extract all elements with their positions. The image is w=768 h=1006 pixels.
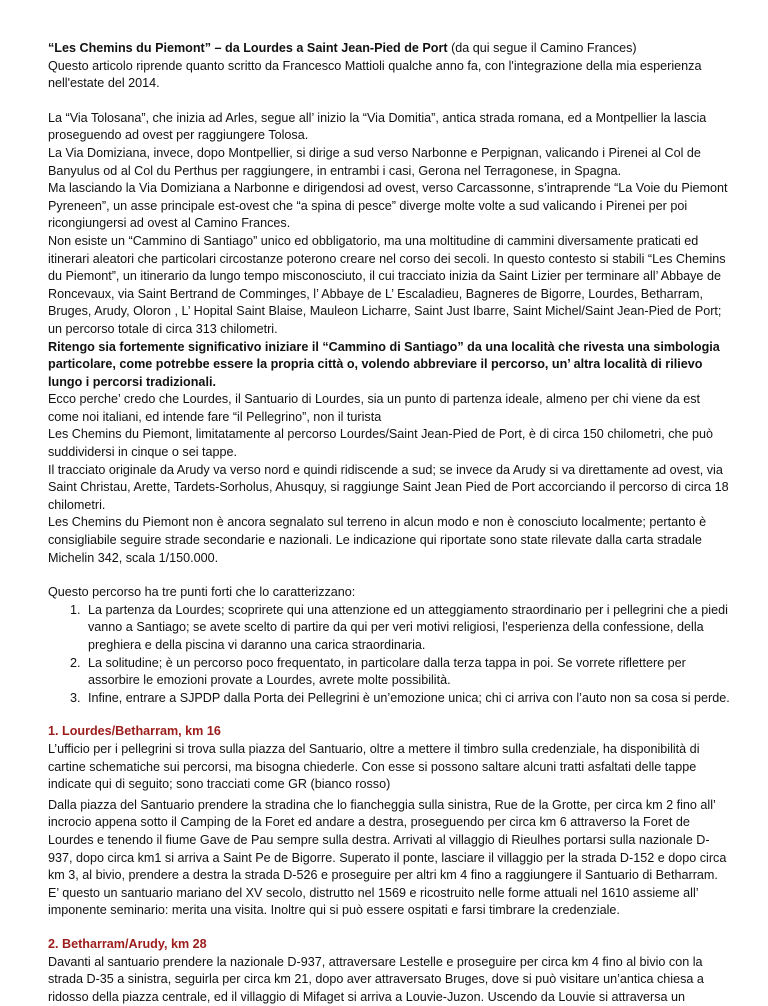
paragraph: L’ufficio per i pellegrini si trova sulla piazza del Santuario, oltre a mettere il timbro sulla credenziale, ha disponibilità di cartine schematiche sui percorsi, ma bisogna chiederle. Con esse si possono saltare alcuni tratti asfaltati delle tappe indicate qui di seguito; sono tracciati come GR (bianco rosso) <box>48 741 730 794</box>
title-rest: (da qui segue il Camino Frances) <box>448 41 637 55</box>
bold-paragraph: Ritengo sia fortemente significativo iniziare il “Cammino di Santiago” da una località che rivesta una simbologia particolare, come potrebbe essere la propria città o, volendo abbreviare il percorso, un’ altra località di rilievo lungo i percorsi tradizionali. <box>48 339 730 392</box>
paragraph: Davanti al santuario prendere la nazionale D-937, attraversare Lestelle e proseguire per circa km 4 fino al bivio con la strada D-35 a sinistra, seguirla per circa km 21, dopo aver attraversato Bruges, dove si può visitare un’antica chiesa a ridosso della piazza centrale, ed il villaggio di Mifaget si arriva a Louvie-Juzon. Uscendo da Louvie si attraversa un <box>48 954 730 1006</box>
intro-paragraph: Questo articolo riprende quanto scritto da Francesco Mattioli qualche anno fa, con l'integrazione della mia esperienza nell'estate del 2014. <box>48 58 730 93</box>
document-title <box>48 40 730 58</box>
paragraph: Dalla piazza del Santuario prendere la stradina che lo fiancheggia sulla sinistra, Rue de la Grotte, per circa km 2 fino all’ incrocio appena sotto il Camping de la Foret ed andare a destra, proseguendo per circa km 6 attraverso la Foret de Lourdes e tenendo il fiume Gave de Pau sempre sulla destra. Arrivati al villaggio di Rieulhes portarsi sulla nazionale D-937, dopo circa km1 si arriva a Saint Pe de Bigorre. Superato il ponte, lasciare il villaggio per la strada D-152 e dopo circa km 3, al bivio, prendere a destra la strada D-526 e proseguire per altri km 4 fino a raggiungere il Santuario di Betharram. <box>48 797 730 885</box>
paragraph: Ma lasciando la Via Domiziana a Narbonne e dirigendosi ad ovest, verso Carcassonne, s’intraprende “La Voie du Piemont Pyreneen”, un asse principale est-ovest che “a spina di pesce” diverge molte volte a sud valicando i Pirenei per poi ricongiungersi ad ovest al Camino Frances. <box>48 180 730 233</box>
strengths-list <box>48 602 730 708</box>
paragraph: La Via Domiziana, invece, dopo Montpellier, si dirige a sud verso Narbonne e Perpignan, valicando i Pirenei al Col de Banyulus od al Col du Perthus per raggiungere, in entrambi i casi, Gerona nel Terragonese, in Spagna. <box>48 145 730 180</box>
stage-heading: 2. Betharram/Arudy, km 28 <box>48 936 730 954</box>
paragraph: Non esiste un “Cammino di Santiago” unico ed obbligatorio, ma una moltitudine di cammini diversamente praticati ed itinerari aleatori che particolari circostanze poterono creare nel corso dei secoli. In questo contesto si stabili “Les Chemins du Piemont”, un itinerario da lungo tempo misconosciuto, il cui tracciato inizia da Saint Lizier per terminare all’ Abbaye de Roncevaux, via Saint Bertrand de Comminges, l’ Abbaye de L’ Escaladieu, Bagneres de Bigorre, Lourdes, Betharram, Bruges, Arudy, Oloron , L’ Hopital Saint Blaise, Mauleon Licharre, Saint Just Ibarre, Saint Michel/Saint Jean-Pied de Port; un percorso totale di circa 313 chilometri. <box>48 233 730 339</box>
title-bold: “Les Chemins du Piemont” – da Lourdes a Saint Jean-Pied de Port <box>48 41 448 55</box>
paragraph: Les Chemins du Piemont, limitatamente al percorso Lourdes/Saint Jean-Pied de Port, è di circa 150 chilometri, che può suddividersi in cinque o sei tappe. <box>48 426 730 461</box>
paragraph: La “Via Tolosana”, che inizia ad Arles, segue all’ inizio la “Via Domitia”, antica strada romana, ed a Montpellier la lascia proseguendo ad ovest per raggiungere Tolosa. <box>48 110 730 145</box>
paragraph: E’ questo un santuario mariano del XV secolo, distrutto nel 1569 e ricostruito nelle forme attuali nel 1610 assieme all’ imponente seminario: merita una visita. Inoltre qui si può essere ospitati e farsi timbrare la credenziale. <box>48 885 730 920</box>
paragraph: Les Chemins du Piemont non è ancora segnalato sul terreno in alcun modo e non è conosciuto localmente; pertanto è consigliabile seguire strade secondarie e nazionali. Le indicazione qui riportate sono state rilevate dalla carta stradale Michelin 342, scala 1/150.000. <box>48 514 730 567</box>
list-item: 2. La solitudine; è un percorso poco frequentato, in particolare dalla terza tappa in poi. Se vorrete riflettere per assorbire le emozioni provate a Lourdes, avrete molte possibilità. <box>84 655 730 690</box>
stage-heading: 1. Lourdes/Betharram, km 16 <box>48 723 730 741</box>
list-item: 1. La partenza da Lourdes; scoprirete qui una attenzione ed un atteggiamento straordinario per i pellegrini che a piedi vanno a Santiago; se avete scelto di partire da qui per veri motivi religiosi, l'esperienza della confessione, della preghiera e della piscina vi daranno una carica straordinaria. <box>84 602 730 655</box>
paragraph: Il tracciato originale da Arudy va verso nord e quindi ridiscende a sud; se invece da Arudy si va direttamente ad ovest, via Saint Christau, Arette, Tardets-Sorholus, Ahusquy, si raggiunge Saint Jean Pied de Port accorciando il percorso di circa 18 chilometri. <box>48 462 730 515</box>
list-item: 3. Infine, entrare a SJPDP dalla Porta dei Pellegrini è un’emozione unica; chi ci arriva con l’auto non sa cosa si perde. <box>84 690 730 708</box>
document-page <box>48 40 730 1006</box>
paragraph: Ecco perche’ credo che Lourdes, il Santuario di Lourdes, sia un punto di partenza ideale, almeno per chi viene da est come noi italiani, ed intende fare “il Pellegrino”, non il turista <box>48 391 730 426</box>
strengths-intro: Questo percorso ha tre punti forti che lo caratterizzano: <box>48 584 730 602</box>
